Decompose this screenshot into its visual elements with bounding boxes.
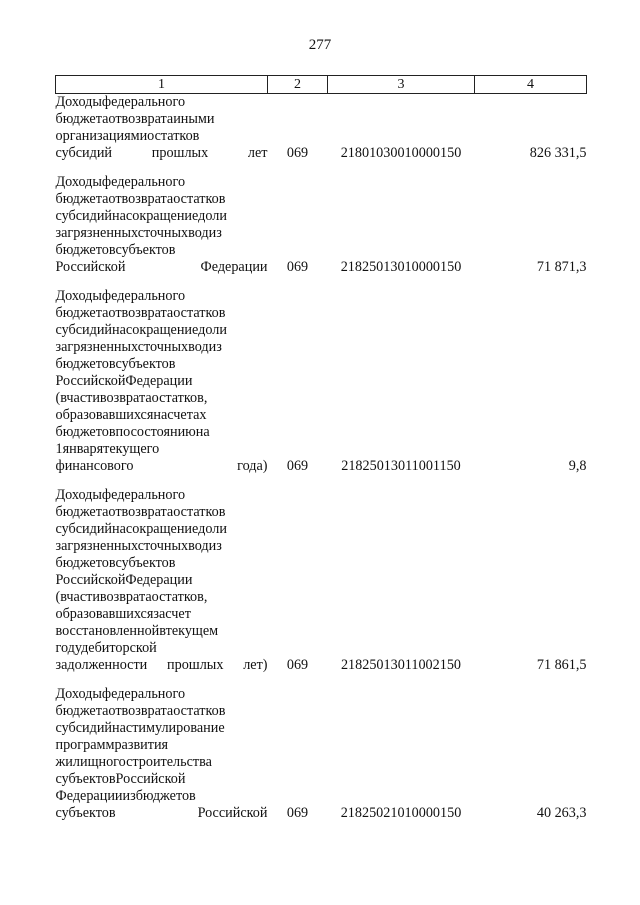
description-word: бюджетов [135,788,196,804]
description-word: Доходы [55,487,102,503]
description-line: субъектов Российской [55,805,268,821]
description-word: остатков [173,305,226,321]
page-number: 277 [308,37,332,53]
table-body [56,94,587,823]
description-word: на [112,521,126,537]
description-word: из [122,788,136,804]
description-word: Федерации [55,788,123,804]
description-word: сокращение [125,208,199,224]
description-word: программ [55,737,115,753]
description-word: бюджета [55,305,109,321]
description-line [56,788,268,805]
description-word: из [208,225,222,241]
description-word: возврата [121,703,174,719]
description-line [56,521,268,538]
description-word: от [108,504,122,520]
description-word: Федерации [125,572,193,588]
description-line [56,487,268,504]
description-line [56,94,268,111]
description-word: стимулирование [125,720,225,736]
description-word: развития [114,737,169,753]
amount-value: 40 263,3 [536,805,587,821]
description-word: бюджетов [55,242,116,258]
description-word: загрязненных [55,538,138,554]
description-line [56,441,268,458]
column-header-2: 2 [268,76,328,94]
description-word: иными [173,111,215,127]
description-line [56,555,268,572]
ministry-code: 069 [286,145,309,161]
column-header-4: 4 [475,76,587,94]
description-line [56,191,268,208]
table-header-row [56,76,587,94]
description-word: федерального [101,686,186,702]
description-line [56,322,268,339]
description-word: доли [198,208,227,224]
description-word: счет [165,606,191,622]
description-word: остатков [173,504,226,520]
description-word: на [112,208,126,224]
description-word: федерального [101,94,186,110]
amount-value: 71 871,3 [536,259,587,275]
description-line [56,754,268,771]
description-word: Российской [55,572,126,588]
row-spacer [56,276,587,288]
description-line [56,538,268,555]
description-line [56,640,268,657]
row-spacer [56,162,587,174]
description-word: федерального [101,288,186,304]
description-word: в [159,623,166,639]
description-word: за [153,606,166,622]
description-line: задолженности прошлых лет) [55,657,268,673]
row-spacer [56,475,587,487]
description-word: по [115,424,131,440]
description-word: от [108,305,122,321]
budget-table [55,75,587,822]
description-word: загрязненных [55,339,138,355]
description-line: Российской Федерации [55,259,268,275]
income-description [56,94,268,163]
income-description [56,686,268,822]
description-word: от [108,191,122,207]
ministry-code: 069 [286,458,309,474]
description-word: Российской [55,373,126,389]
description-word: образовавшихся [55,606,154,622]
description-word: из [208,538,222,554]
description-word: состоянию [130,424,196,440]
description-line [56,288,268,305]
description-word: доли [198,322,227,338]
description-line [56,606,268,623]
description-line [56,111,268,128]
description-word: субъектов [115,555,176,571]
budget-classification-code: 21825021010000150 [340,805,462,821]
description-word: из [208,339,222,355]
description-word: образовавшихся [55,407,154,423]
description-word: сточных [137,225,189,241]
description-word: бюджетов [55,555,116,571]
income-description [56,288,268,475]
budget-classification-code: 21825013010000150 [340,259,462,275]
description-word: остатков [173,703,226,719]
description-line [56,242,268,259]
description-word: субъектов [115,356,176,372]
description-word: субсидий [55,322,113,338]
column-header-1: 1 [56,76,268,94]
description-word: бюджетов [55,424,116,440]
budget-classification-code: 21801030010000150 [340,145,462,161]
description-word: Федерации [125,373,193,389]
description-line [56,208,268,225]
income-description [56,487,268,674]
description-line [56,390,268,407]
description-word: 1 [55,441,63,457]
description-word: вод [188,538,209,554]
description-line [56,771,268,788]
description-word: бюджетов [55,356,116,372]
description-word: на [112,322,126,338]
description-word: остатков [173,191,226,207]
description-word: дебиторской [81,640,157,656]
description-word: (в [55,589,67,605]
description-word: текущем [165,623,219,639]
description-word: от [108,703,122,719]
description-word: федерального [101,174,186,190]
table-row [56,174,587,276]
description-line [56,373,268,390]
description-line [56,128,268,145]
description-word: восстановленной [55,623,160,639]
description-line [56,686,268,703]
description-word: бюджета [55,504,109,520]
description-line [56,225,268,242]
budget-classification-code: 21825013011002150 [340,657,462,673]
row-spacer [56,674,587,686]
description-word: текущего [103,441,160,457]
description-word: (в [55,390,67,406]
description-word: возврата [99,589,152,605]
description-word: Доходы [55,288,102,304]
description-word: возврата [121,504,174,520]
description-line [56,424,268,441]
description-word: возврата [121,111,174,127]
table-row [56,94,587,163]
description-line [56,305,268,322]
description-word: на [112,720,126,736]
description-word: сточных [137,538,189,554]
description-word: субъектов [55,771,116,787]
description-line [56,504,268,521]
description-line [56,356,268,373]
description-word: субсидий [55,720,113,736]
description-word: году [55,640,82,656]
description-word: возврата [99,390,152,406]
description-word: остатков [147,128,200,144]
description-line [56,737,268,754]
amount-value: 9,8 [568,458,587,474]
description-line [56,407,268,424]
description-word: части [66,390,100,406]
description-word: января [62,441,104,457]
description-word: бюджета [55,111,109,127]
description-line: финансового года) [55,458,268,474]
description-word: загрязненных [55,225,138,241]
description-word: строительства [126,754,212,770]
description-line [56,589,268,606]
income-description [56,174,268,276]
description-word: жилищного [55,754,127,770]
column-header-3: 3 [328,76,475,94]
description-word: субъектов [115,242,176,258]
description-word: возврата [121,305,174,321]
description-word: на [153,407,168,423]
description-word: Российской [115,771,186,787]
description-word: Доходы [55,174,102,190]
description-line [56,572,268,589]
description-word: вод [188,225,209,241]
description-word: бюджета [55,191,109,207]
description-word: доли [198,521,227,537]
description-word: сокращение [125,322,199,338]
ministry-code: 069 [286,657,309,673]
description-line [56,339,268,356]
description-word: федерального [101,487,186,503]
description-word: Доходы [55,94,102,110]
description-line [56,174,268,191]
amount-value: 826 331,5 [529,145,587,161]
description-word: счетах [167,407,207,423]
ministry-code: 069 [286,259,309,275]
description-word: возврата [121,191,174,207]
description-word: на [195,424,210,440]
table-row [56,686,587,822]
description-word: сокращение [125,521,199,537]
description-line: субсидий прошлых лет [55,145,268,161]
ministry-code: 069 [286,805,309,821]
table-row [56,288,587,475]
description-line [56,703,268,720]
budget-classification-code: 21825013011001150 [341,458,461,474]
description-word: Доходы [55,686,102,702]
description-word: сточных [137,339,189,355]
description-word: организациями [55,128,148,144]
description-word: субсидий [55,208,113,224]
description-word: остатков, [151,589,208,605]
description-word: от [108,111,122,127]
description-word: субсидий [55,521,113,537]
table-row [56,487,587,674]
description-word: части [66,589,100,605]
description-line [56,623,268,640]
description-word: бюджета [55,703,109,719]
description-word: остатков, [151,390,208,406]
description-line [56,720,268,737]
amount-value: 71 861,5 [536,657,587,673]
description-word: вод [188,339,209,355]
